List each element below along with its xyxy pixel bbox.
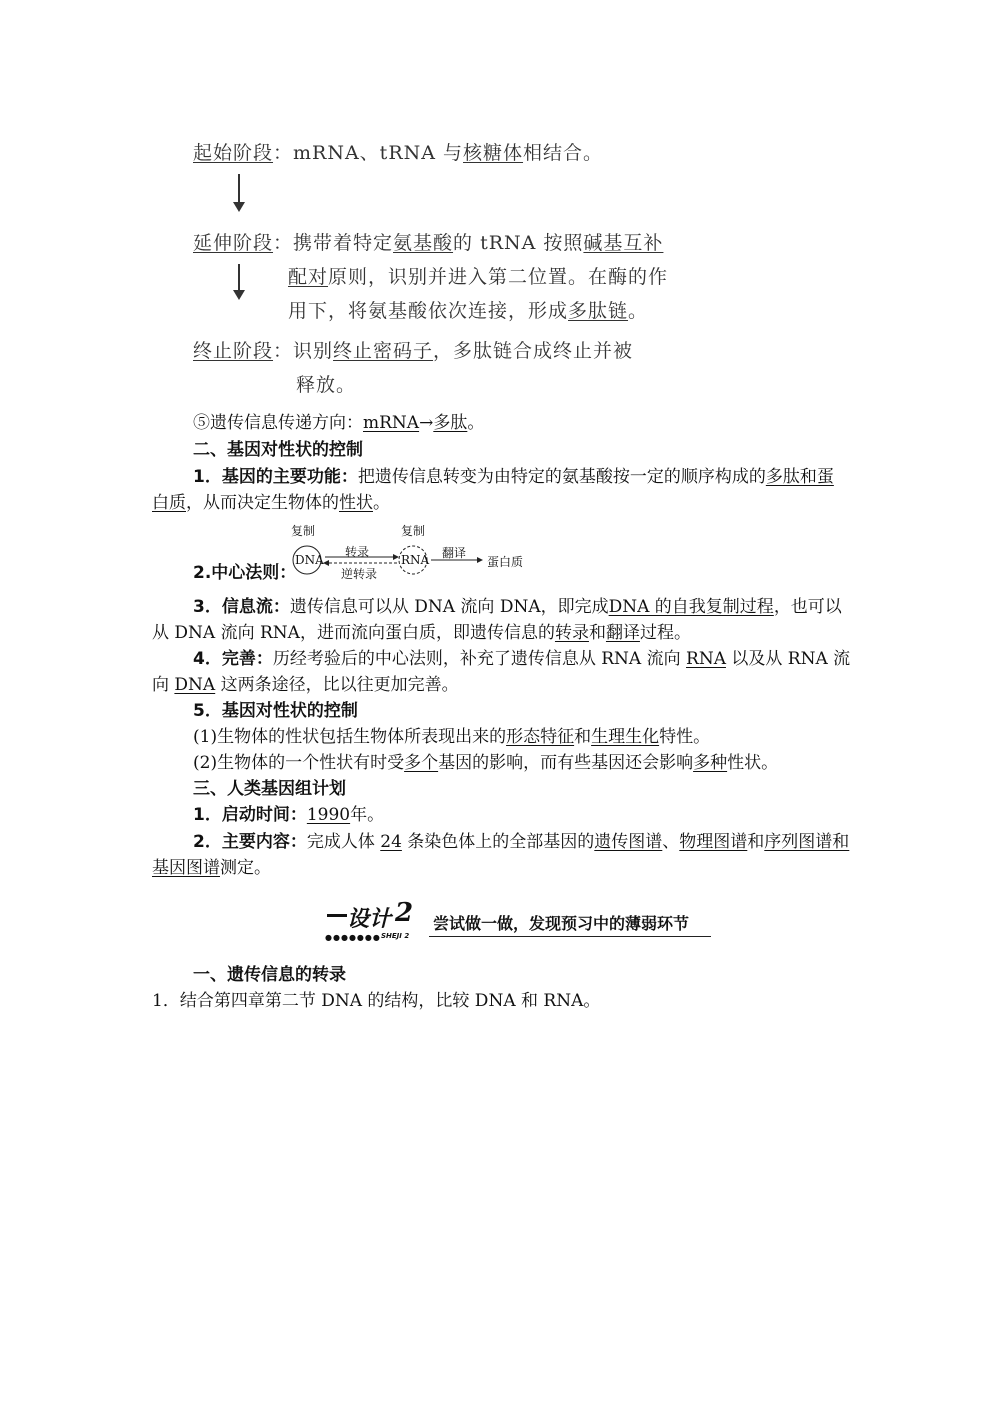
flow-extend-2: 配对原则，识别并进入第二位置。在酶的作 [288,266,669,288]
central-dogma-label: 2.中心法则： [193,563,297,583]
flow-extend-1: 延伸阶段：携带着特定氨基酸的 tRNA 按照碱基互补 [193,232,664,254]
flow-end-1: 终止阶段：识别终止密码子，多肽链合成终止并被 [193,340,634,362]
banner-dots: ●●●●●●● [325,933,381,942]
banner-logo-text: 设计 [347,906,392,932]
transfer-direction: ⑤遗传信息传递方向：mRNA→多肽。 [193,413,485,433]
central-dogma-diagram [285,520,545,580]
item4-line1: 4．完善：历经考验后的中心法则，补充了遗传信息从 RNA 流向 RNA 以及从 RNA 流 [193,649,851,669]
copy-label-2: 复制 [401,524,426,538]
section-2-title: 二、基因对性状的控制 [193,440,363,460]
banner-logo-number: 2 [395,898,414,928]
item1-line2: 白质，从而决定生物体的性状。 [152,493,390,513]
banner-logo [325,898,423,942]
item3-line2: 从 DNA 流向 RNA，进而流向蛋白质，即遗传信息的转录和翻译过程。 [152,623,691,643]
hgp-content-line1: 2．主要内容：完成人体 24 条染色体上的全部基因的遗传图谱、物理图谱和序列图谱和 [193,832,850,852]
flow-end-2: 释放。 [296,374,357,396]
rna-label: RNA [401,553,430,567]
item4-line2: 向 DNA 这两条途径，比以往更加完善。 [152,675,459,695]
flow-start: 起始阶段：mRNA、tRNA 与核糖体相结合。 [193,142,604,164]
hgp-content-line2: 基因图谱测定。 [152,858,271,878]
transcribe-label: 转录 [345,545,370,559]
banner-dash [327,914,347,917]
copy-label-1: 复制 [291,524,316,538]
translate-arrowhead [477,557,483,563]
transcribe-arrowhead [393,554,399,560]
hgp-start-time: 1．启动时间：1990年。 [193,805,385,825]
section-3-title: 三、人类基因组计划 [193,779,346,799]
item5-sub1: (1)生物体的性状包括生物体所表现出来的形态特征和生理生化特性。 [193,727,711,747]
protein-label: 蛋白质 [487,555,524,569]
banner-title: 尝试做一做，发现预习中的薄弱环节 [433,914,690,933]
item5-title: 5．基因对性状的控制 [193,701,358,721]
item5-sub2: (2)生物体的一个性状有时受多个基因的影响，而有些基因还会影响多种性状。 [193,753,779,773]
flow-extend-3: 用下，将氨基酸依次连接，形成多肽链。 [288,300,649,322]
flow-arrow-2 [238,264,240,298]
section-4-title: 一、遗传信息的转录 [193,965,346,985]
item3-line1: 3．信息流：遗传信息可以从 DNA 流向 DNA，即完成DNA 的自我复制过程，也可以 [193,597,842,617]
item1-line1: 1．基因的主要功能：把遗传信息转变为由特定的氨基酸按一定的顺序构成的多肽和蛋 [193,467,834,487]
dna-label: DNA [295,553,324,567]
question-1: 1．结合第四章第二节 DNA 的结构，比较 DNA 和 RNA。 [152,991,601,1011]
reverse-label: 逆转录 [341,567,378,581]
section-banner [325,898,715,946]
banner-logo-sub: SHEJI 2 [381,932,410,940]
banner-underline [429,936,711,937]
flow-arrow-1 [238,174,240,210]
translate-label: 翻译 [442,546,467,560]
